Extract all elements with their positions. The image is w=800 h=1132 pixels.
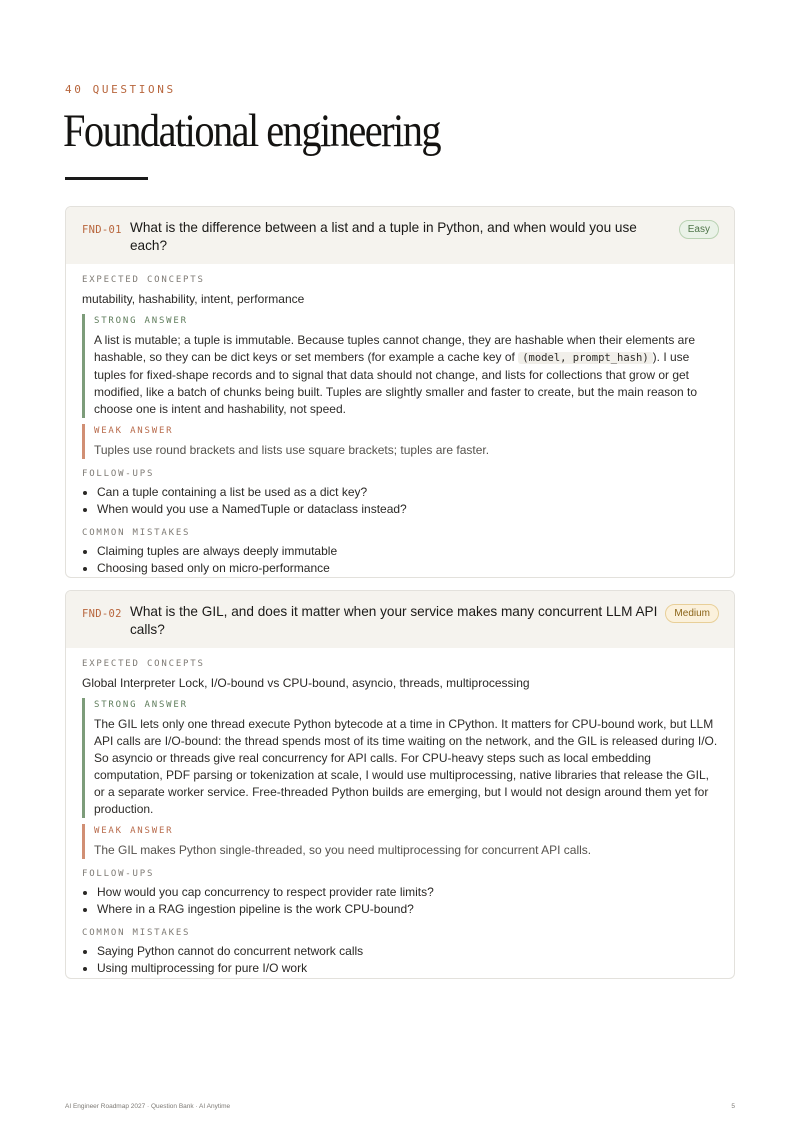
list-item: • When would you use a NamedTuple or dataclass instead? [97,501,718,518]
question-id: FND-01 [82,224,122,236]
mistakes-section [82,527,718,577]
list-item: • Can a tuple containing a list be used as a dict key? [97,484,718,501]
mistakes-list [82,543,718,577]
weak-answer-label: WEAK ANSWER [94,426,174,436]
mistakes-label: COMMON MISTAKES [82,928,191,938]
question-card [65,590,735,979]
list-item: • Choosing based only on micro-performance [97,560,718,577]
difficulty-badge: Medium [665,604,719,623]
followups-list [82,484,718,518]
list-item: • Claiming tuples are always deeply immutable [97,543,718,560]
mistakes-list [82,943,718,977]
strong-answer [82,698,718,818]
strong-answer-part: A list is mutable; a tuple is immutable. Because tuples cannot change, they are hashable when their elements are hashable, so they can be dict keys or set members (for example a cache key of [94,333,696,364]
page-footer [65,1103,735,1110]
question-text: What is the GIL, and does it matter when your service makes many concurrent LLM API calls? [130,604,658,637]
page-title: Foundational engineering [63,105,441,157]
strong-answer-text: The GIL lets only one thread execute Python bytecode at a time in CPython. It matters for CPU-bound work, but LLM API calls are I/O-bound: the thread spends most of its time waiting on the network, and the GIL is released during I/O. So asyncio or threads give real concurrency for API calls. For CPU-heavy steps such as local embedding computation, PDF parsing or tokenization at scale, I would use multiprocessing, native libraries that release the GIL, or a separate worker service. Free-threaded Python builds are emerging, but I would not design around them yet for production. [94,717,718,816]
expected-concepts-label: EXPECTED CONCEPTS [82,275,205,285]
list-item: • How would you cap concurrency to respect provider rate limits? [97,884,718,901]
question-card [65,206,735,578]
followups-label: FOLLOW-UPS [82,469,155,479]
expected-concepts: mutability, hashability, intent, performance [82,292,305,306]
followups-section [82,868,718,918]
expected-concepts-label: EXPECTED CONCEPTS [82,659,205,669]
section-eyebrow: 40 QUESTIONS [65,83,176,96]
weak-answer [82,824,718,859]
mistakes-label: COMMON MISTAKES [82,528,191,538]
list-item: • Where in a RAG ingestion pipeline is the work CPU-bound? [97,901,718,918]
followups-section [82,468,718,518]
list-item: • Using multiprocessing for pure I/O work [97,960,718,977]
mistakes-section [82,927,718,977]
title-rule [65,177,148,180]
list-item: • Saying Python cannot do concurrent network calls [97,943,718,960]
inline-code: (model, prompt_hash) [518,352,652,364]
weak-answer-text: Tuples use round brackets and lists use square brackets; tuples are faster. [94,443,490,457]
weak-answer [82,424,718,459]
strong-answer [82,314,718,418]
strong-answer-text [94,332,718,418]
difficulty-badge: Easy [679,220,719,239]
expected-concepts: Global Interpreter Lock, I/O-bound vs CPU-bound, asyncio, threads, multiprocessing [82,676,530,690]
followups-list [82,884,718,918]
page-number: 5 [731,1103,735,1110]
followups-label: FOLLOW-UPS [82,869,155,879]
question-header [66,591,734,648]
strong-answer-label: STRONG ANSWER [94,700,188,710]
question-header [66,207,734,264]
strong-answer-part: ). I use tuples for fixed-shape records and to signal that data should not change, and lists for collections that grow or get modified, like a batch of chunks being built. Tuples are slightly smaller and faster to create, but the main reason to choose one is intent and hashability, not speed. [94,350,697,416]
weak-answer-text: The GIL makes Python single-threaded, so you need multiprocessing for concurrent API calls. [94,843,592,857]
question-id: FND-02 [82,608,122,620]
question-body [66,648,734,977]
footer-text: AI Engineer Roadmap 2027 · Question Bank · AI Anytime [65,1103,231,1110]
strong-answer-label: STRONG ANSWER [94,316,188,326]
weak-answer-label: WEAK ANSWER [94,826,174,836]
question-body [66,264,734,577]
question-text: What is the difference between a list and a tuple in Python, and when would you use each? [130,220,637,253]
